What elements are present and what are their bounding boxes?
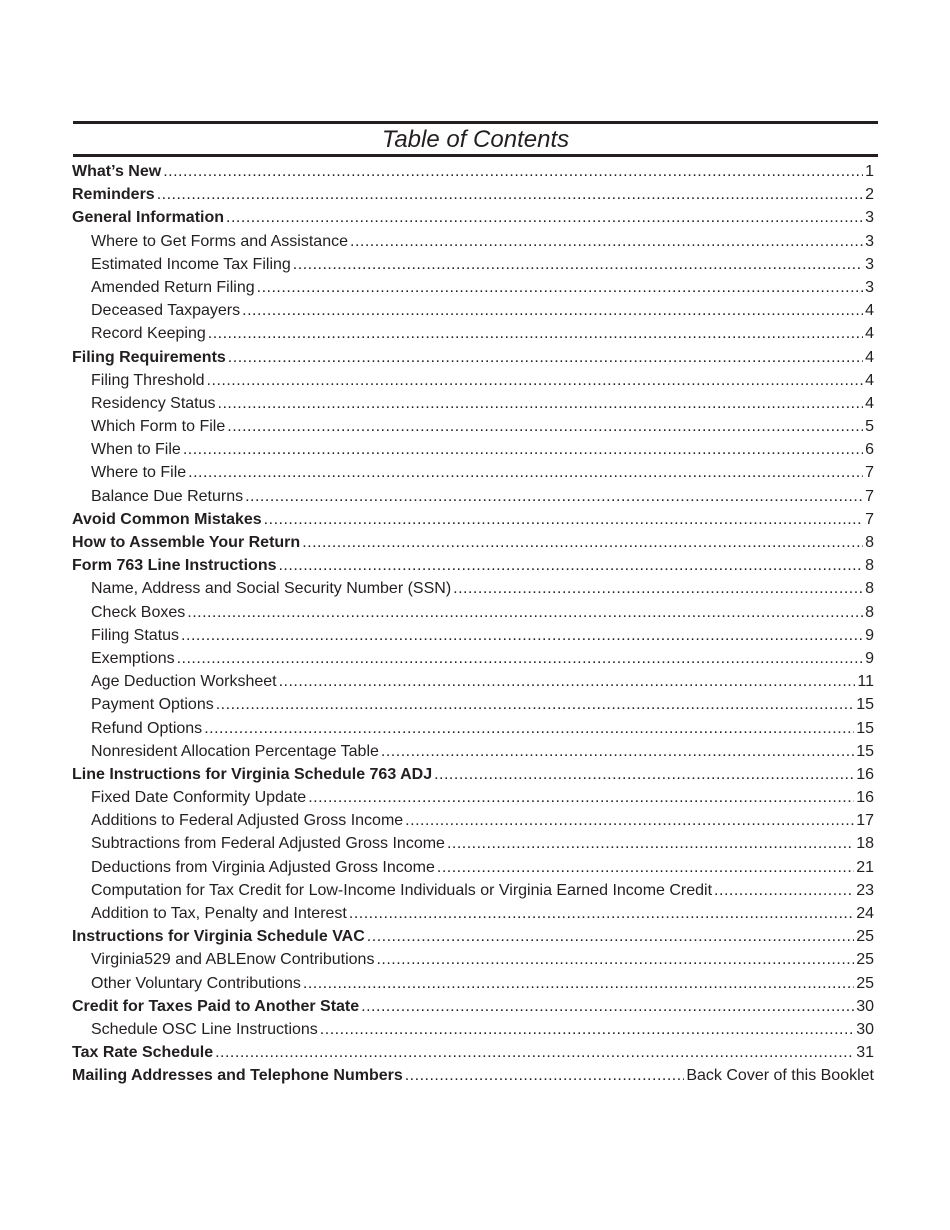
toc-entry-page-number: 6	[865, 441, 874, 459]
toc-subsection-entry[interactable]	[72, 1018, 874, 1041]
toc-entry-label: Schedule OSC Line Instructions	[91, 1020, 318, 1038]
toc-entry-page-number: 8	[865, 534, 874, 551]
toc-entry-page-number: 23	[856, 881, 874, 899]
dot-leader	[157, 183, 863, 206]
toc-entry-label: Deductions from Virginia Adjusted Gross Income	[91, 858, 435, 876]
dot-leader	[242, 299, 863, 322]
toc-entry-page-number: 8	[865, 557, 874, 575]
toc-entry-label: Form 763 Line Instructions	[72, 557, 277, 575]
toc-entry-label: How to Assemble Your Return	[72, 534, 301, 551]
toc-subsection-entry[interactable]	[72, 461, 874, 484]
toc-entry-page-number: 15	[856, 742, 874, 760]
toc-subsection-entry[interactable]	[72, 948, 874, 971]
toc-subsection-entry[interactable]	[72, 972, 874, 995]
toc-entry-page-number: 9	[865, 626, 874, 644]
toc-subsection-entry[interactable]	[72, 902, 874, 925]
toc-entry-label: Mailing Addresses and Telephone Numbers	[72, 1067, 403, 1085]
toc-entry-page-number: 8	[865, 580, 874, 598]
dot-leader	[204, 717, 854, 740]
toc-entry-page-number: 15	[856, 696, 874, 714]
dot-leader	[279, 670, 856, 693]
table-of-contents	[72, 160, 874, 1088]
dot-leader	[245, 485, 863, 508]
toc-section-entry[interactable]	[72, 1041, 874, 1064]
toc-entry-page-number: 4	[865, 348, 874, 366]
toc-entry-label: Refund Options	[91, 719, 203, 737]
toc-entry-page-number: 4	[865, 302, 874, 320]
dot-leader	[367, 925, 854, 948]
dot-leader	[187, 601, 863, 624]
toc-subsection-entry[interactable]	[72, 438, 874, 461]
toc-entry-label: Line Instructions for Virginia Schedule 763 ADJ	[72, 765, 433, 783]
toc-subsection-entry[interactable]	[72, 369, 874, 392]
dot-leader	[437, 856, 854, 879]
toc-entry-label: Filing Threshold	[91, 371, 205, 389]
toc-entry-label: General Information	[72, 209, 225, 227]
dot-leader	[188, 461, 863, 484]
toc-subsection-entry[interactable]	[72, 856, 874, 879]
dot-leader	[227, 415, 863, 438]
dot-leader	[381, 740, 854, 763]
toc-entry-page-number: 24	[856, 905, 874, 922]
toc-entry-page-number: 25	[856, 974, 874, 992]
toc-entry-page-number: 30	[856, 997, 874, 1015]
toc-entry-page-number: 7	[865, 464, 874, 482]
toc-section-entry[interactable]	[72, 160, 874, 183]
toc-entry-label: Computation for Tax Credit for Low-Income Individuals or Virginia Earned Income Credit	[91, 881, 713, 899]
title-rule-bottom	[73, 154, 878, 157]
dot-leader	[264, 508, 863, 531]
toc-subsection-entry[interactable]	[72, 322, 874, 345]
toc-entry-page-number: 15	[856, 719, 874, 737]
toc-subsection-entry[interactable]	[72, 485, 874, 508]
toc-entry-page-number: 31	[856, 1044, 874, 1062]
toc-entry-label: Name, Address and Social Security Number (SSN)	[91, 580, 452, 598]
dot-leader	[183, 438, 863, 461]
dot-leader	[405, 809, 854, 832]
toc-entry-label: Nonresident Allocation Percentage Table	[91, 742, 379, 760]
dot-leader	[302, 531, 863, 554]
page-title: Table of Contents	[381, 126, 570, 153]
dot-leader	[257, 276, 863, 299]
toc-subsection-entry[interactable]	[72, 740, 874, 763]
toc-section-entry[interactable]	[72, 531, 874, 554]
toc-subsection-entry[interactable]	[72, 647, 874, 670]
toc-subsection-entry[interactable]	[72, 299, 874, 322]
dot-leader	[349, 902, 854, 925]
toc-entry-label: What’s New	[72, 163, 162, 180]
toc-subsection-entry[interactable]	[72, 253, 874, 276]
toc-entry-label: Subtractions from Federal Adjusted Gross Income	[91, 835, 445, 853]
dot-leader	[376, 948, 854, 971]
toc-subsection-entry[interactable]	[72, 392, 874, 415]
toc-entry-page-number: Back Cover of this Booklet	[686, 1067, 874, 1085]
dot-leader	[405, 1064, 685, 1087]
toc-entry-label: Other Voluntary Contributions	[91, 974, 301, 992]
toc-section-entry[interactable]	[72, 183, 874, 206]
toc-entry-label: Filing Requirements	[72, 348, 226, 366]
toc-entry-page-number: 11	[857, 673, 874, 691]
dot-leader	[216, 693, 854, 716]
toc-entry-page-number: 3	[865, 255, 874, 273]
toc-entry-page-number: 25	[856, 928, 874, 946]
toc-entry-label: Deceased Taxpayers	[91, 302, 241, 320]
toc-entry-label: Reminders	[72, 186, 155, 204]
dot-leader	[278, 554, 863, 577]
toc-entry-label: Payment Options	[91, 696, 214, 714]
dot-leader	[434, 763, 854, 786]
dot-leader	[453, 577, 863, 600]
toc-entry-label: Residency Status	[91, 394, 216, 412]
toc-entry-label: Instructions for Virginia Schedule VAC	[72, 928, 365, 946]
toc-section-entry[interactable]	[72, 925, 874, 948]
dot-leader	[226, 206, 863, 229]
toc-subsection-entry[interactable]	[72, 879, 874, 902]
toc-entry-label: Fixed Date Conformity Update	[91, 789, 307, 807]
toc-entry-page-number: 3	[865, 232, 874, 250]
dot-leader	[714, 879, 854, 902]
toc-subsection-entry[interactable]	[72, 717, 874, 740]
toc-entry-page-number: 16	[856, 789, 874, 807]
toc-entry-page-number: 3	[865, 209, 874, 227]
toc-entry-page-number: 8	[865, 603, 874, 621]
toc-section-entry[interactable]	[72, 763, 874, 786]
dot-leader	[228, 346, 863, 369]
toc-entry-page-number: 25	[856, 951, 874, 969]
toc-entry-label: Addition to Tax, Penalty and Interest	[91, 905, 347, 922]
toc-entry-label: Filing Status	[91, 626, 180, 644]
toc-entry-page-number: 4	[865, 371, 874, 389]
toc-entry-label: Where to Get Forms and Assistance	[91, 232, 348, 250]
toc-entry-label: Check Boxes	[91, 603, 186, 621]
toc-entry-label: Additions to Federal Adjusted Gross Income	[91, 812, 404, 830]
dot-leader	[350, 230, 863, 253]
toc-subsection-entry[interactable]	[72, 276, 874, 299]
dot-leader	[293, 253, 863, 276]
dot-leader	[303, 972, 854, 995]
toc-entry-label: Credit for Taxes Paid to Another State	[72, 997, 360, 1015]
toc-entry-page-number: 3	[865, 278, 874, 296]
toc-entry-label: Where to File	[91, 464, 187, 482]
toc-section-entry[interactable]	[72, 206, 874, 229]
toc-entry-page-number: 21	[856, 858, 874, 876]
toc-entry-label: Exemptions	[91, 649, 175, 667]
dot-leader	[207, 369, 864, 392]
toc-entry-label: Age Deduction Worksheet	[91, 673, 277, 691]
toc-section-entry[interactable]	[72, 1064, 874, 1087]
toc-subsection-entry[interactable]	[72, 624, 874, 647]
toc-entry-page-number: 4	[865, 394, 874, 412]
toc-entry-label: Amended Return Filing	[91, 278, 255, 296]
dot-leader	[361, 995, 854, 1018]
dot-leader	[308, 786, 854, 809]
toc-entry-label: Tax Rate Schedule	[72, 1044, 214, 1062]
toc-entry-page-number: 9	[865, 649, 874, 667]
toc-subsection-entry[interactable]	[72, 415, 874, 438]
toc-subsection-entry[interactable]	[72, 693, 874, 716]
toc-entry-page-number: 16	[856, 765, 874, 783]
toc-entry-page-number: 7	[865, 510, 874, 528]
toc-entry-label: Record Keeping	[91, 325, 206, 343]
toc-entry-page-number: 17	[856, 812, 874, 830]
toc-subsection-entry[interactable]	[72, 832, 874, 855]
toc-entry-page-number: 30	[856, 1020, 874, 1038]
dot-leader	[177, 647, 864, 670]
toc-entry-page-number: 4	[865, 325, 874, 343]
toc-subsection-entry[interactable]	[72, 809, 874, 832]
toc-section-entry[interactable]	[72, 508, 874, 531]
toc-entry-label: When to File	[91, 441, 181, 459]
toc-entry-label: Estimated Income Tax Filing	[91, 255, 291, 273]
dot-leader	[181, 624, 863, 647]
toc-section-entry[interactable]	[72, 346, 874, 369]
toc-entry-page-number: 5	[865, 418, 874, 436]
toc-entry-label: Avoid Common Mistakes	[72, 510, 262, 528]
dot-leader	[163, 160, 863, 183]
toc-subsection-entry[interactable]	[72, 670, 874, 693]
dot-leader	[218, 392, 864, 415]
toc-entry-page-number: 1	[865, 163, 874, 180]
toc-subsection-entry[interactable]	[72, 786, 874, 809]
toc-subsection-entry[interactable]	[72, 601, 874, 624]
toc-section-entry[interactable]	[72, 554, 874, 577]
toc-entry-page-number: 2	[865, 186, 874, 204]
toc-entry-page-number: 7	[865, 487, 874, 505]
toc-section-entry[interactable]	[72, 995, 874, 1018]
toc-entry-page-number: 18	[856, 835, 874, 853]
toc-subsection-entry[interactable]	[72, 577, 874, 600]
dot-leader	[447, 832, 854, 855]
toc-entry-label: Virginia529 and ABLEnow Contributions	[91, 951, 375, 969]
toc-subsection-entry[interactable]	[72, 230, 874, 253]
dot-leader	[215, 1041, 854, 1064]
toc-entry-label: Balance Due Returns	[91, 487, 244, 505]
dot-leader	[208, 322, 863, 345]
dot-leader	[320, 1018, 854, 1041]
toc-entry-label: Which Form to File	[91, 418, 226, 436]
